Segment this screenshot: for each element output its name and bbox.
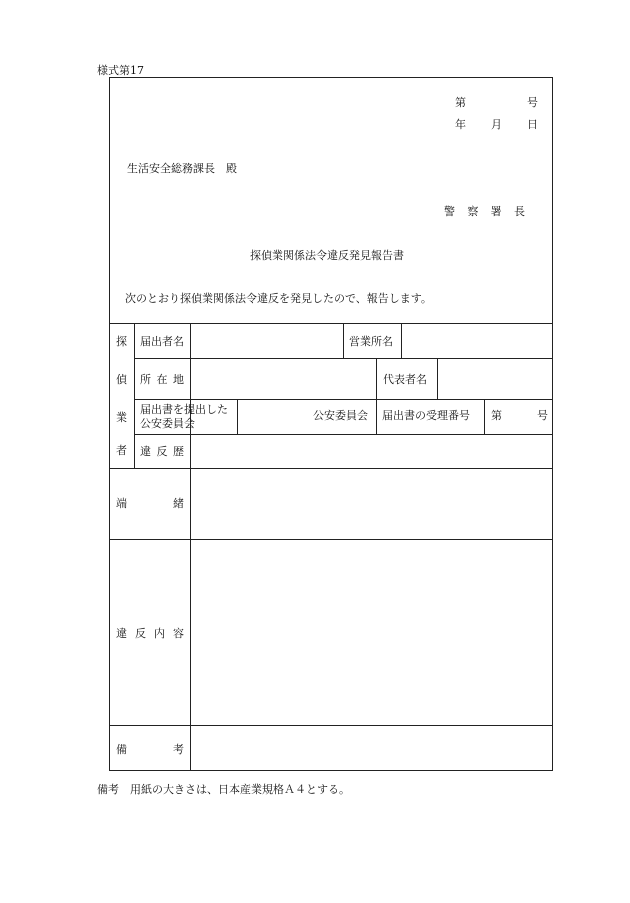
document-number-prefix: 第 [455,96,466,109]
label-char: 反 [135,627,146,640]
sender-char: 長 [513,205,525,218]
committee-suffix: 公安委員会 [313,409,368,422]
label-char: 端 [116,497,127,510]
side-label-char: 探 [116,335,127,348]
receipt-number-label: 届出書の受理番号 [382,409,470,422]
label-char: 歴 [173,445,184,458]
committee-label-line: 届出書を提出した [140,403,228,416]
row-divider [110,539,552,540]
footnote: 備考 用紙の大きさは、日本産業規格Ａ４とする。 [97,783,350,796]
column-divider [484,399,485,434]
row-divider [134,399,552,400]
row-divider [134,434,552,435]
column-divider [343,323,344,358]
receipt-number-prefix: 第 [491,409,502,422]
label-char: 違 [116,627,127,640]
side-label-char: 偵 [116,373,127,386]
column-divider [190,323,191,770]
address-label [140,374,184,385]
column-divider [376,399,377,434]
column-divider [134,323,135,468]
violation-details-label [116,628,184,639]
label-char: 違 [140,445,151,458]
column-divider [437,358,438,399]
label-char: 内 [154,627,165,640]
label-char: 地 [173,373,184,386]
committee-label [140,403,228,431]
document-number-suffix: 号 [527,96,538,109]
report-form [109,77,553,771]
side-label-char: 業 [116,411,127,424]
row-divider [134,358,552,359]
column-divider [237,399,238,434]
notifier-name-label: 届出者名 [140,335,184,348]
column-divider [401,323,402,358]
addressee: 生活安全総務課長 殿 [127,162,237,175]
label-char: 所 [140,373,151,386]
sender-char: 署 [490,205,502,218]
label-char: 反 [156,445,168,458]
sender [444,206,525,217]
business-name-label: 営業所名 [349,335,393,348]
sender-char: 警 [444,205,455,218]
label-char: 緒 [173,497,184,510]
date-year: 年 [455,118,466,131]
date-day: 日 [527,118,538,131]
committee-label-line: 公安委員会 [140,416,195,430]
row-divider [110,725,552,726]
origin-label [116,498,184,509]
date-month: 月 [491,118,502,131]
intro-text: 次のとおり探偵業関係法令違反を発見したので、報告します。 [125,292,432,305]
row-divider [110,323,552,324]
form-number: 様式第17 [97,64,144,77]
row-divider [110,468,552,469]
violation-history-label [140,446,184,457]
representative-label: 代表者名 [383,373,427,386]
column-divider [376,358,377,399]
label-char: 備 [116,743,127,756]
label-char: 在 [156,373,168,386]
sender-char: 察 [467,205,479,218]
receipt-number-suffix: 号 [537,409,548,422]
document-title: 探偵業関係法令違反発見報告書 [250,249,404,262]
label-char: 考 [173,743,184,756]
side-label-char: 者 [116,444,127,457]
label-char: 容 [173,627,184,640]
remarks-label [116,744,184,755]
